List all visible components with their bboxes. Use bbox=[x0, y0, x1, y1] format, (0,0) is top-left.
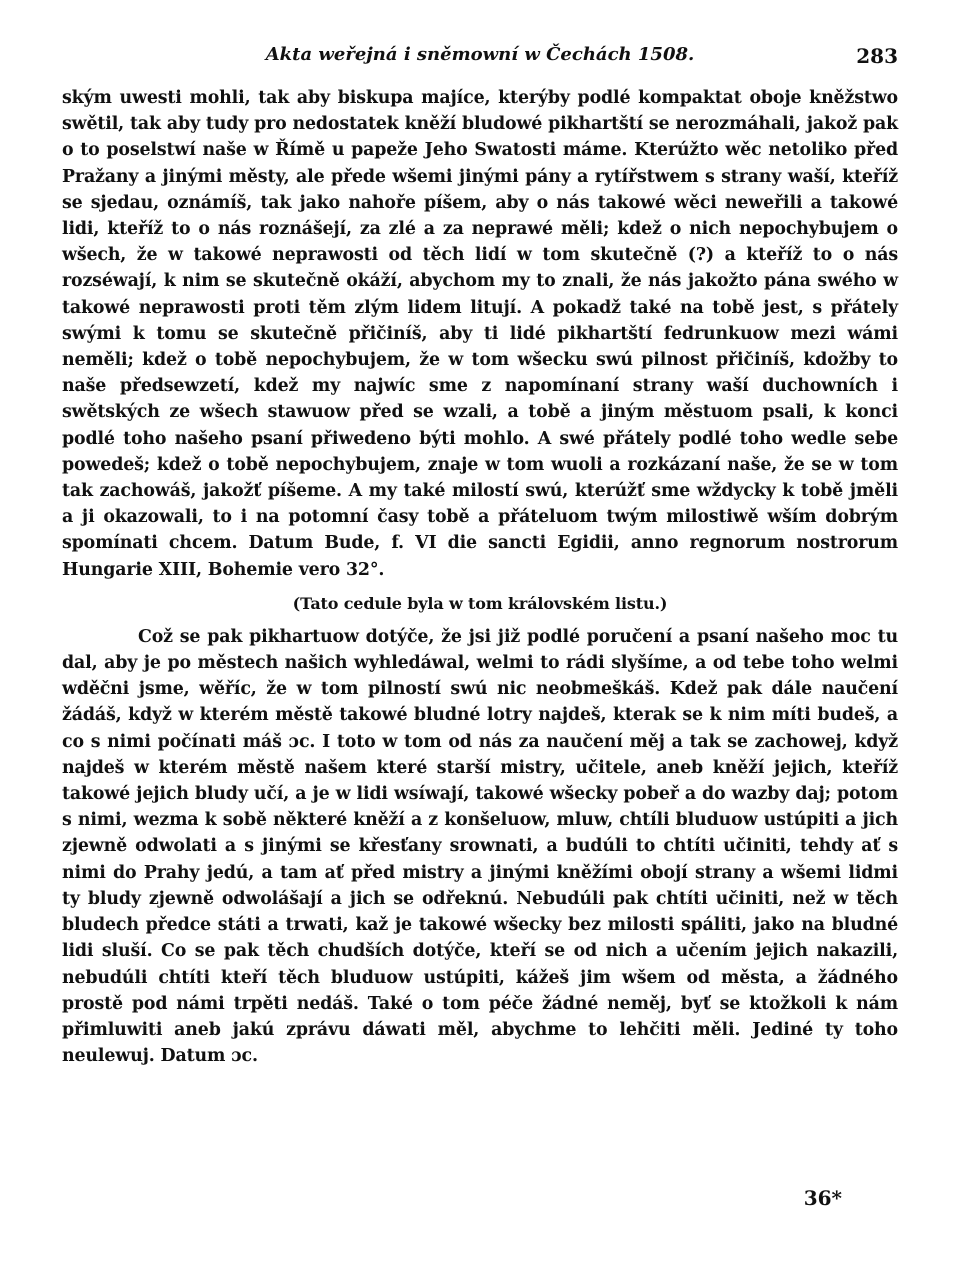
paragraph-letter: ským uwesti mohli, tak aby biskupa majíce, kterýby podlé kompaktat oboje kněžstwo swětil, tak aby tudy pro nedostatek kněží bludowé pikhartští se nerozmáhali, jakož pak o to poselstwí naše w Římě u papeže Jeho Swatosti máme. Kterúžto wěc netoliko před Pražany a jinými městy, ale přede wšemi jinými pány a rytířstwem s strany waší, kteříž se sjedau, oznámíš, tak jako nahoře píšem, aby o nás takowé wěci neweřili a takowé lidi, kteříž to o nás roznášejí, za zlé a za neprawé měli; kdež o nich nepochybujem o wšech, že w takowé neprawosti od těch lidí w tom skutečně (?) a kteříž to o nás rozséwají, k nim se skutečně okáží, abychom my to znali, že nás jakožto pána swého w takowé neprawosti proti těm zlým lidem litují. A pokadž také na tobě jest, s přátely swými k tomu se skutečně přičiníš, aby ti lidé pikhartští fedrunkuow mezi wámi neměli; kdež o tobě nepochybujem, že w tom wšecku swú pilnost přičiníš, kdožby to naše předsewzetí, kdež my najwíc sme z napomínaní strany waší duchowních i swětských ze wšech stawuow před se wzali, a tobě a jiným městuom psali, k konci podlé toho našeho psaní přiwedeno býti mohlo. A swé přátely podlé toho wedle sebe powedeš; kdež o tobě nepochybujem, znaje w tom wuoli a rozkázaní naše, že se w tom tak zachowáš, jakožť píšeme. A my také milostí swú, kterúžť sme wždycky k tobě jměli a ji okazowali, to i na potomní časy tobě a přáteluom twým milostiwě wším dobrým spomínati chcem. Datum Bude, f. VI die sancti Egidii, anno regnorum nostrorum Hungarie XIII, Bohemie vero 32°. bbox=[62, 88, 898, 580]
section-caption: (Tato cedule byla w tom královském listu.) bbox=[292, 593, 668, 613]
page-header bbox=[62, 40, 898, 70]
signature-mark: 36* bbox=[803, 1186, 842, 1210]
page-number: 283 bbox=[856, 44, 898, 68]
page-body bbox=[62, 85, 898, 1069]
running-head: Akta weřejná i sněmowní w Čechách 1508. bbox=[265, 44, 695, 65]
paragraph-cedule: Což se pak pikhartuow dotýče, že jsi již podlé poručení a psaní našeho moc tu dal, aby je po městech našich wyhledáwal, welmi to rádi slyšíme, a od tebe toho welmi wděčni jsme, wěříc, že w tom pilností swú nic neobmeškáš. Kdež pak dále naučení žádáš, když w kterém městě takowé bludné lotry najdeš, kterak se k nim míti budeš, a co s nimi počínati máš ɔc. I toto w tom od nás za naučení měj a tak se zachowej, když najdeš w kterém městě našem které starší mistry, učitele, aneb kněží jejich, kteříž takowé jejich bludy učí, a je w lidi wsíwají, takowé wšecky pobeř a do wazby daj; potom s nimi, wezma k sobě některé kněží a z konšeluow, mluw, chtíli bluduow ustúpiti a jich zjewně odwolati a s jinými se křesťany srownati, a budúli to chtíti učiniti, tehdy ať s nimi do Prahy jedú, a tam ať před mistry a jinými kněžími obojí strany a wšemi lidmi ty bludy zjewně odwolášají a jich se odřeknú. Nebudúli pak chtíti učiniti, než w těch bludech předce státi a trwati, kaž je takowé wšecky bez milosti spáliti, jako na bludné lidi sluší. Co se pak těch chudších dotýče, kteří se od nich a učením jejich nakazili, nebudúli chtíti kteří těch bluduow ustúpiti, kážeš jim wšem od města, a žádného prostě pod námi trpěti nedáš. Také o tom péče žádné neměj, byť se ktožkoli k nám přimluwiti aneb jakú zprávu dáwati měl, abychme to lehčiti měli. Jediné ty toho neulewuj. Datum ɔc. bbox=[62, 626, 898, 1067]
